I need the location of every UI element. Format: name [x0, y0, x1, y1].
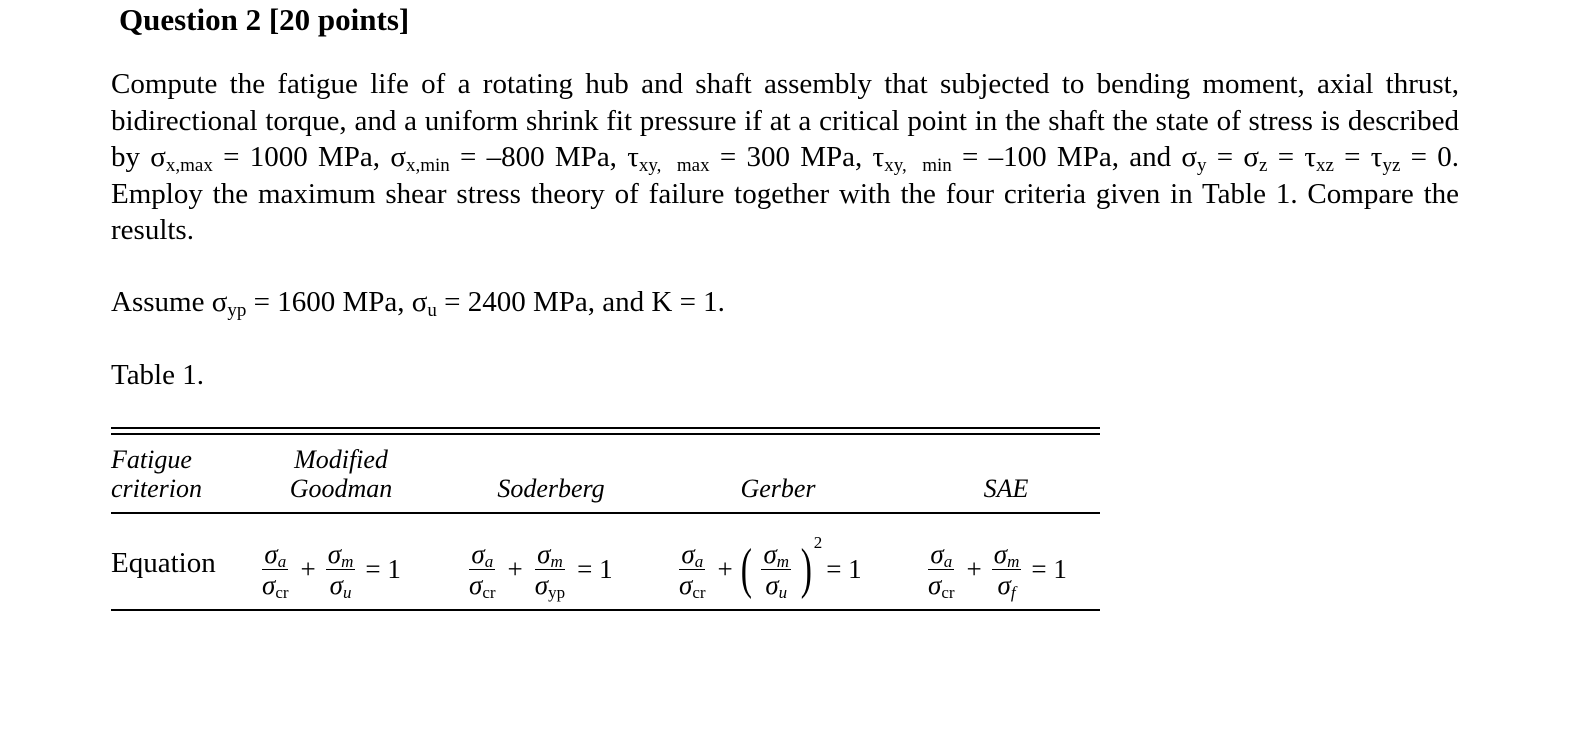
header-sae: SAE — [983, 474, 1029, 503]
header-fatigue-criterion: Fatigue criterion — [111, 445, 202, 503]
header-gerber: Gerber — [740, 474, 816, 503]
table-bottom-rule — [111, 609, 1100, 611]
equation-gerber: $\frac{\sigma_a}{\sigma_{cr}}$ + ( $\frac{\sigma_m}{\sigma_u}$ ) 2 = 1 — [679, 533, 862, 602]
equation-modified-goodman: $\frac{\sigma_a}{\sigma_{cr}}$ + $\frac{\sigma_m}{\sigma_u}$ = 1 — [262, 538, 401, 602]
equation-soderberg: $\frac{\sigma_a}{\sigma_{cr}}$ + $\frac{\sigma_m}{\sigma_{yp}}$ = 1 — [469, 538, 613, 602]
table-header-rule — [111, 512, 1100, 514]
fatigue-criteria-table — [111, 427, 1100, 613]
header-soderberg: Soderberg — [497, 474, 605, 503]
equation-sae: $\frac{\sigma_a}{\sigma_{cr}}$ + $\frac{\sigma_m}{\sigma_f}$ = 1 — [928, 538, 1067, 602]
table-top-rule-inner — [111, 433, 1100, 435]
row-label-equation: Equation — [111, 547, 216, 579]
table-caption: Table 1. — [111, 359, 204, 391]
table-top-rule — [111, 427, 1100, 429]
problem-statement: Compute the fatigue life of a rotating hub and shaft assembly that subjected to bending moment, axial thrust, bidirectional torque, and a uniform shrink fit pressure if at a critical point in the shaft the state of stress is described by $\sigma_{x,max} = 1000$ MPa, $\sigma_{x,min} = -800$ MPa, $\tau_{xy, max} = 300$ MPa, $\tau_{xy, min} = -100$ MPa, and $\sigma_y = \sigma_z = \tau_{xz} = \tau_{yz} = 0$. Employ the maximum shear stress theory of failure together with the four criteria given in Table 1. Compare the results. — [111, 68, 1460, 246]
assumptions: Assume $\sigma_{yp} = 1600$ MPa, $\sigma_u = 2400$ MPa, and K = 1. — [111, 286, 725, 321]
question-heading: Question 2 [20 points] — [119, 2, 410, 37]
header-modified-goodman: Modified Goodman — [289, 445, 393, 503]
